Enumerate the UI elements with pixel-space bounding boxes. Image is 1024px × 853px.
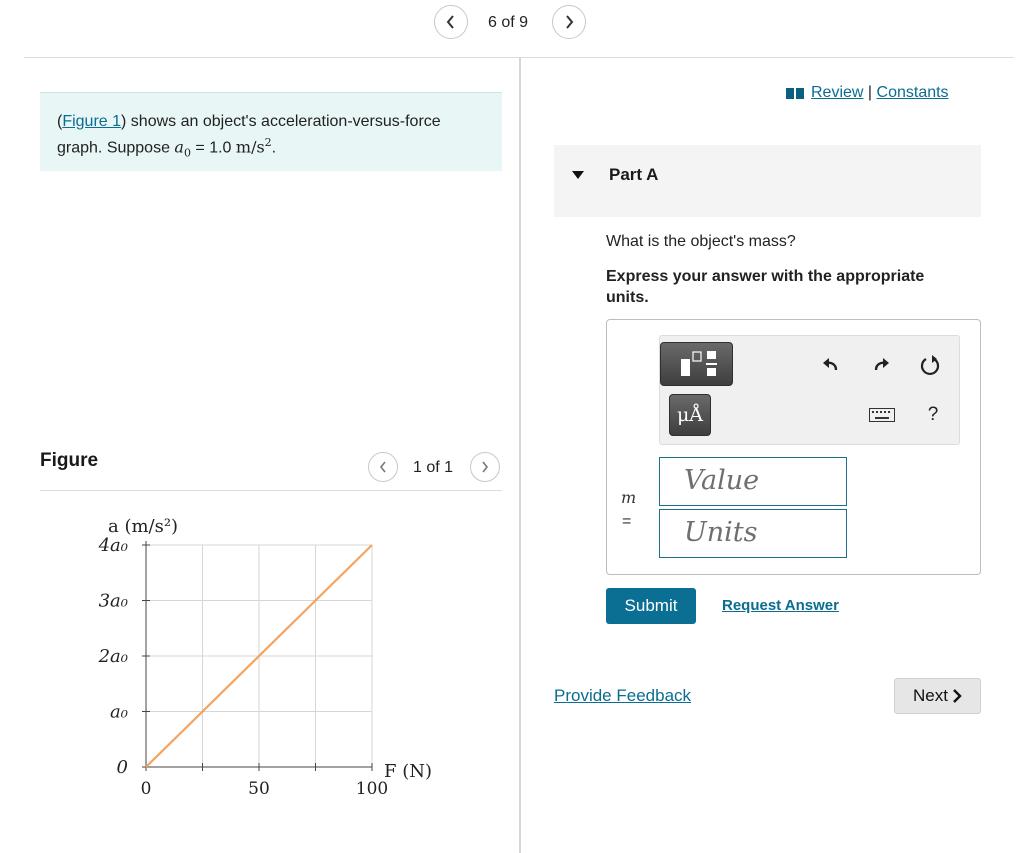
request-answer-link[interactable]: Request Answer <box>722 597 839 614</box>
figure-link[interactable]: Figure 1 <box>62 113 122 130</box>
constants-link[interactable]: Constants <box>876 84 949 101</box>
var-sub: 0 <box>183 146 191 160</box>
previous-question-button[interactable] <box>434 5 468 39</box>
review-constants <box>786 84 949 102</box>
intro-paren: ( <box>57 113 63 130</box>
x-tick-label: 0 <box>140 779 152 799</box>
chevron-right-icon <box>563 15 575 29</box>
intro-text: ) shows an object's acceleration-versus-force graph. Suppose <box>57 113 441 157</box>
intro-end: . <box>271 139 277 157</box>
provide-feedback-link[interactable]: Provide Feedback <box>554 686 692 705</box>
intro-eq: = 1.0 <box>190 139 236 157</box>
submit-button[interactable]: Submit <box>606 588 696 624</box>
page-counter: 6 of 9 <box>488 14 529 31</box>
units-input[interactable]: Units <box>659 509 847 558</box>
next-label: Next <box>913 686 948 705</box>
part-label: Part A <box>609 165 659 184</box>
question-text: What is the object's mass? <box>606 233 796 250</box>
reset-icon[interactable] <box>917 352 943 378</box>
figure-counter: 1 of 1 <box>413 459 454 476</box>
chevron-left-icon <box>378 461 388 473</box>
header-separator: | <box>863 84 877 101</box>
next-question-button[interactable] <box>552 5 586 39</box>
answer-box <box>606 319 981 575</box>
collapse-triangle-icon[interactable] <box>572 171 584 179</box>
x-axis-label: F (N) <box>384 761 433 782</box>
review-link[interactable]: Review <box>811 84 864 101</box>
math-toolbar <box>659 335 960 445</box>
variable-label: m <box>621 488 637 507</box>
y-axis-label: a (m/s²) <box>108 516 179 537</box>
instruction-text: Express your answer with the appropriate units. <box>606 268 925 306</box>
chevron-left-icon <box>445 15 457 29</box>
x-tick-label: 50 <box>248 779 270 799</box>
units-button[interactable]: μÅ <box>669 394 711 436</box>
templates-button[interactable] <box>660 342 733 386</box>
chevron-right-icon <box>480 461 490 473</box>
panel-divider <box>519 58 521 853</box>
keyboard-icon[interactable] <box>867 402 897 428</box>
figure-next-button[interactable] <box>470 452 500 482</box>
templates-icon <box>661 343 734 387</box>
problem-intro <box>40 92 502 171</box>
undo-icon[interactable] <box>817 352 843 378</box>
value-input[interactable]: Value <box>659 457 847 506</box>
chart-svg <box>90 505 440 805</box>
y-tick-label: 4a₀ <box>98 535 128 556</box>
acceleration-force-chart <box>90 505 440 805</box>
equals-sign: = <box>622 513 632 530</box>
x-tick-label: 100 <box>355 779 389 799</box>
intro-exp: 2 <box>264 136 272 149</box>
var-a: a <box>174 137 184 157</box>
figure-divider <box>40 490 502 491</box>
y-tick-label: a₀ <box>110 701 128 723</box>
book-icon <box>786 88 804 99</box>
next-button[interactable] <box>894 678 981 714</box>
chevron-right-icon <box>952 689 962 703</box>
y-tick-label: 3a₀ <box>98 590 128 612</box>
top-navigation <box>0 0 1024 58</box>
part-header[interactable] <box>554 145 981 217</box>
y-tick-label: 0 <box>116 757 128 778</box>
y-tick-label: 2a₀ <box>98 646 128 667</box>
figure-title: Figure <box>40 450 99 471</box>
redo-icon[interactable] <box>869 352 895 378</box>
figure-prev-button[interactable] <box>368 452 398 482</box>
help-icon[interactable]: ? <box>927 404 939 425</box>
intro-unit: m/s <box>235 137 265 157</box>
